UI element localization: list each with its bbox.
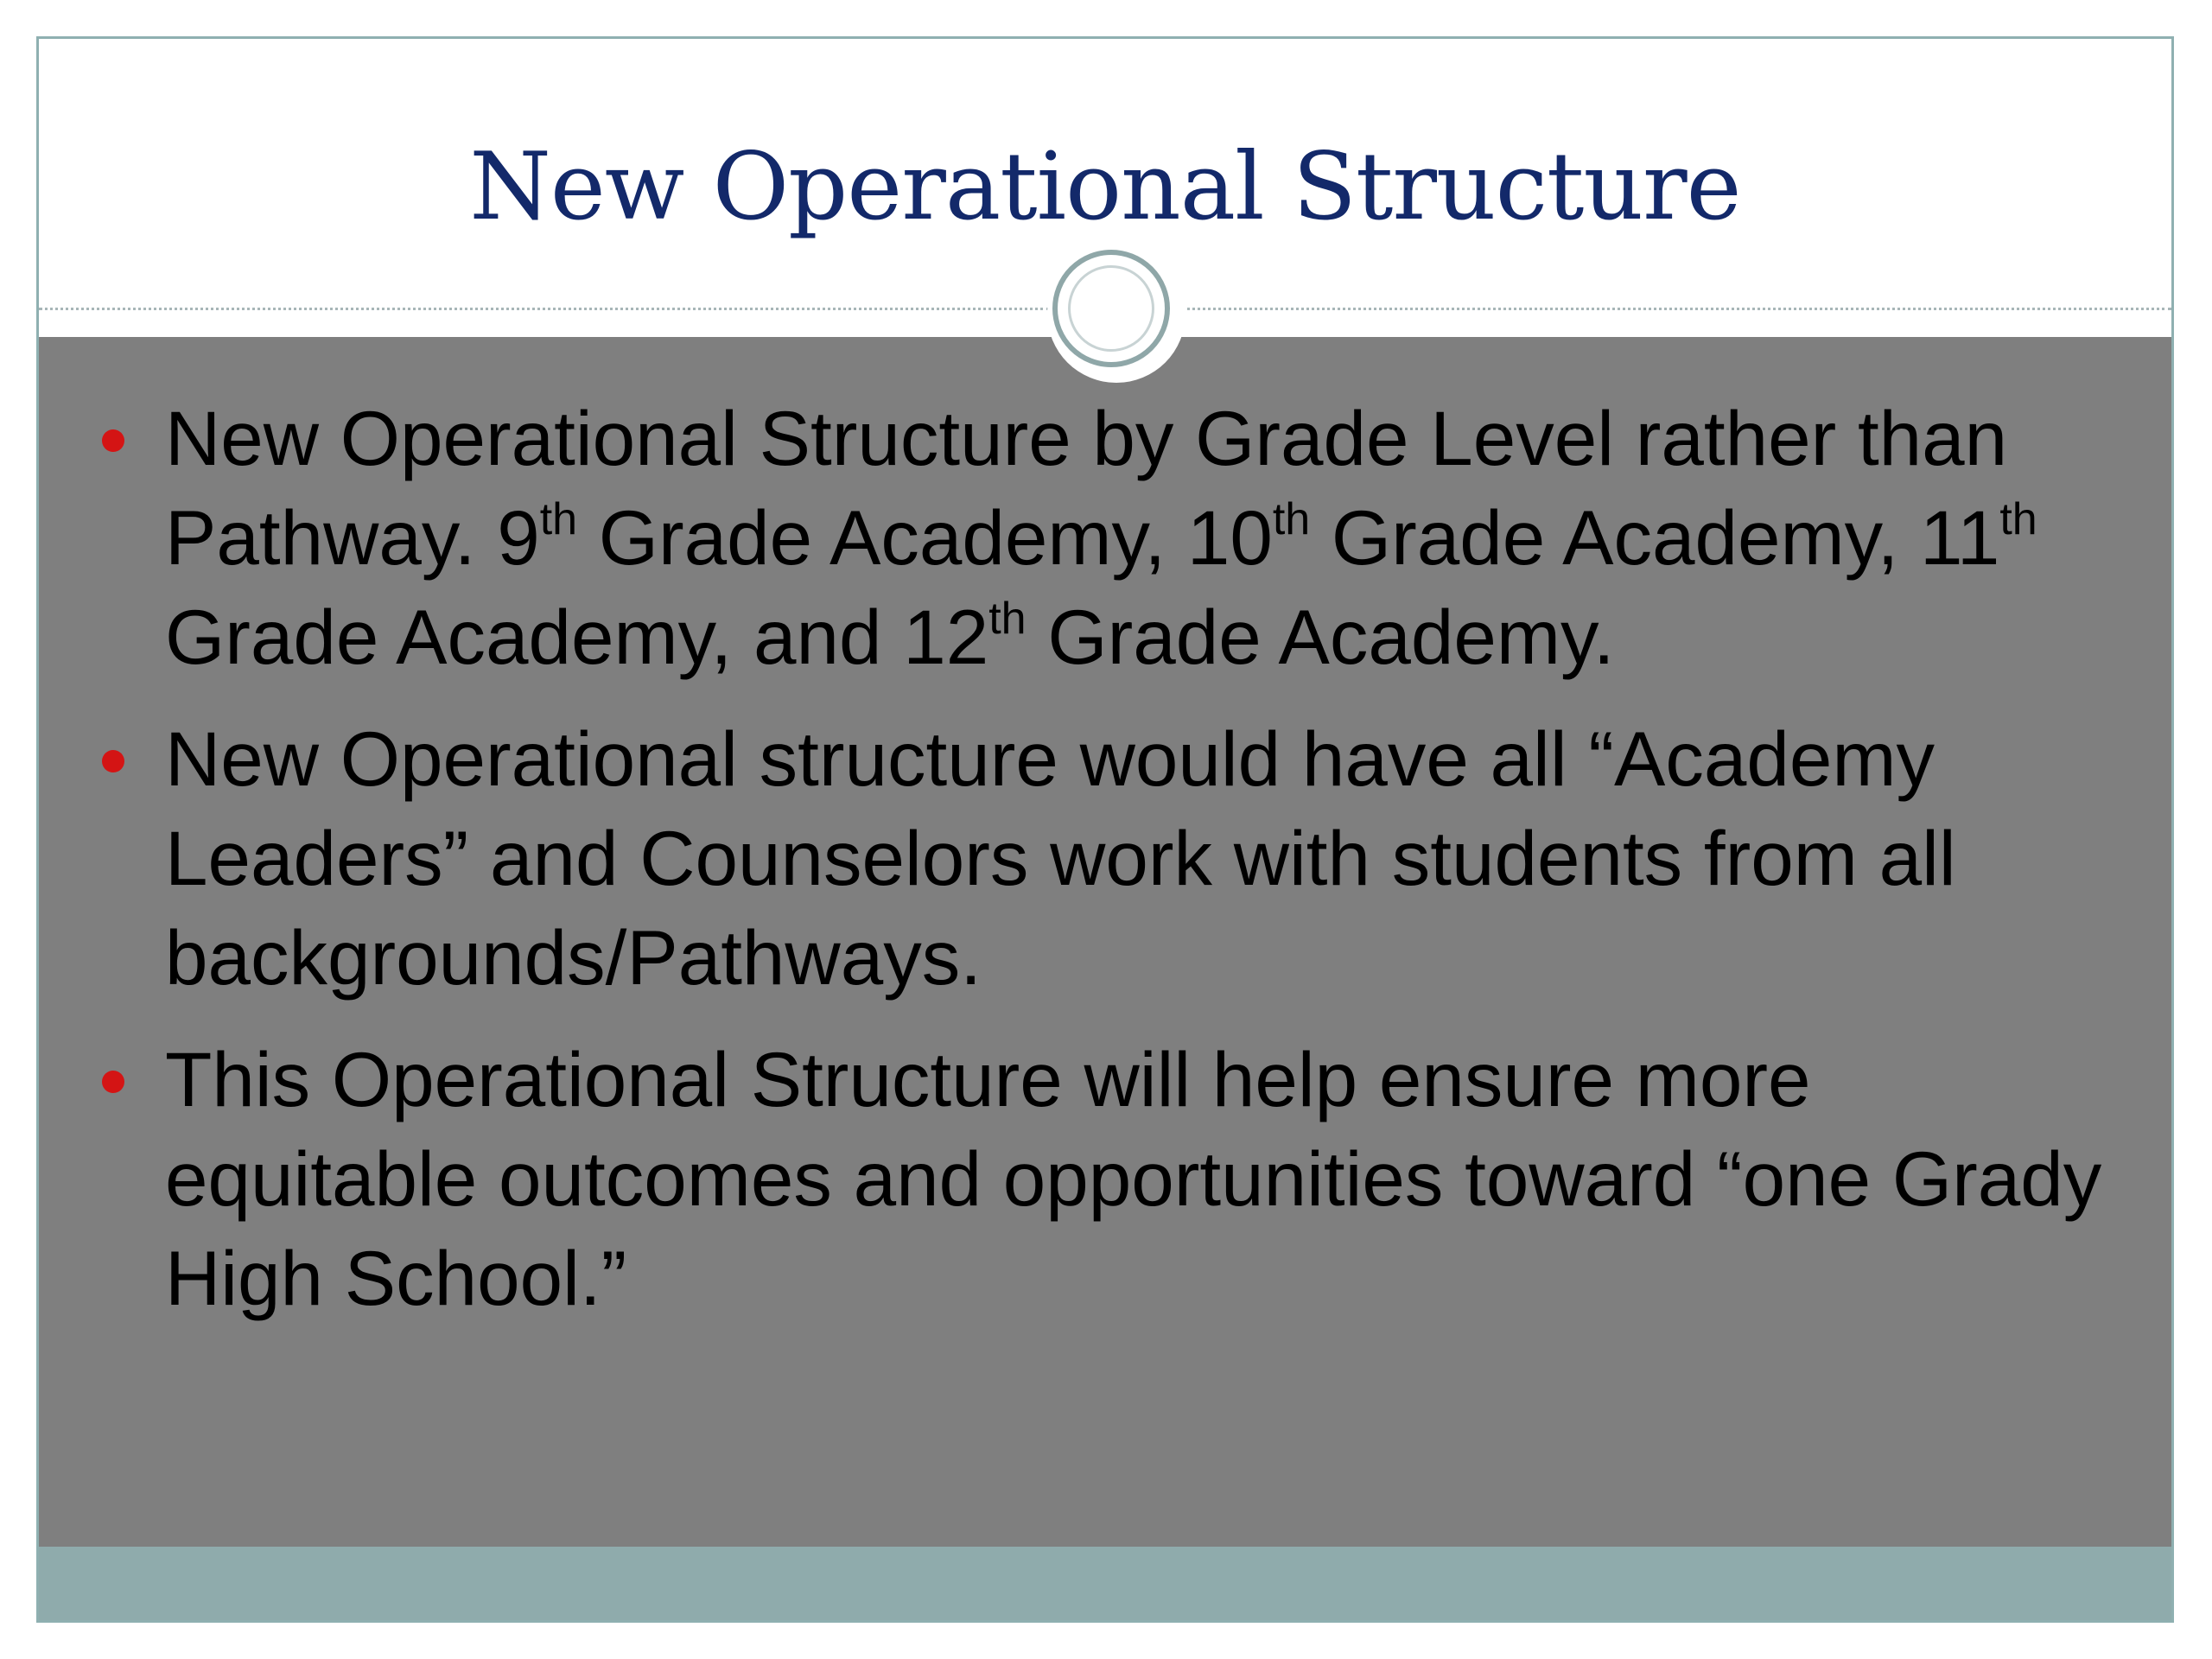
slide bbox=[36, 36, 2174, 1623]
bullet-text-part: Grade Academy. bbox=[1026, 594, 1615, 680]
circle-ring-ornament-icon bbox=[1052, 250, 1170, 367]
red-dot-bullet-icon bbox=[102, 429, 124, 452]
footer-band bbox=[39, 1547, 2171, 1623]
bullet-text-part: Grade Academy, 11 bbox=[1310, 494, 2000, 581]
bullet-text bbox=[165, 395, 2037, 680]
title-divider-right bbox=[1181, 308, 2171, 310]
bullet-text-part: Grade Academy, and 12 bbox=[165, 594, 989, 680]
ordinal-suffix: th bbox=[1272, 494, 1311, 545]
red-dot-bullet-icon bbox=[102, 750, 124, 772]
bullet-item bbox=[39, 389, 2171, 687]
bullet-list bbox=[39, 389, 2171, 1351]
bullet-item bbox=[39, 1030, 2171, 1328]
bullet-text: New Operational structure would have all “Academy Leaders” and Counselors work with students from all backgrounds/Pathways. bbox=[165, 715, 1956, 1001]
bullet-text: This Operational Structure will help ensure more equitable outcomes and opportunities toward “one Grady High School.” bbox=[165, 1036, 2102, 1321]
ordinal-suffix: th bbox=[539, 494, 578, 545]
bullet-text-part: Grade Academy, 10 bbox=[577, 494, 1273, 581]
bullet-text-part: New Operational Structure by Grade Level rather than Pathway. 9 bbox=[165, 395, 2008, 581]
ordinal-suffix: th bbox=[1999, 494, 2037, 545]
bullet-item bbox=[39, 709, 2171, 1007]
title-divider-left bbox=[39, 308, 1050, 310]
ornament-inner-ring bbox=[1068, 265, 1154, 352]
ordinal-suffix: th bbox=[988, 594, 1027, 645]
red-dot-bullet-icon bbox=[102, 1071, 124, 1093]
slide-title: New Operational Structure bbox=[469, 133, 1741, 241]
